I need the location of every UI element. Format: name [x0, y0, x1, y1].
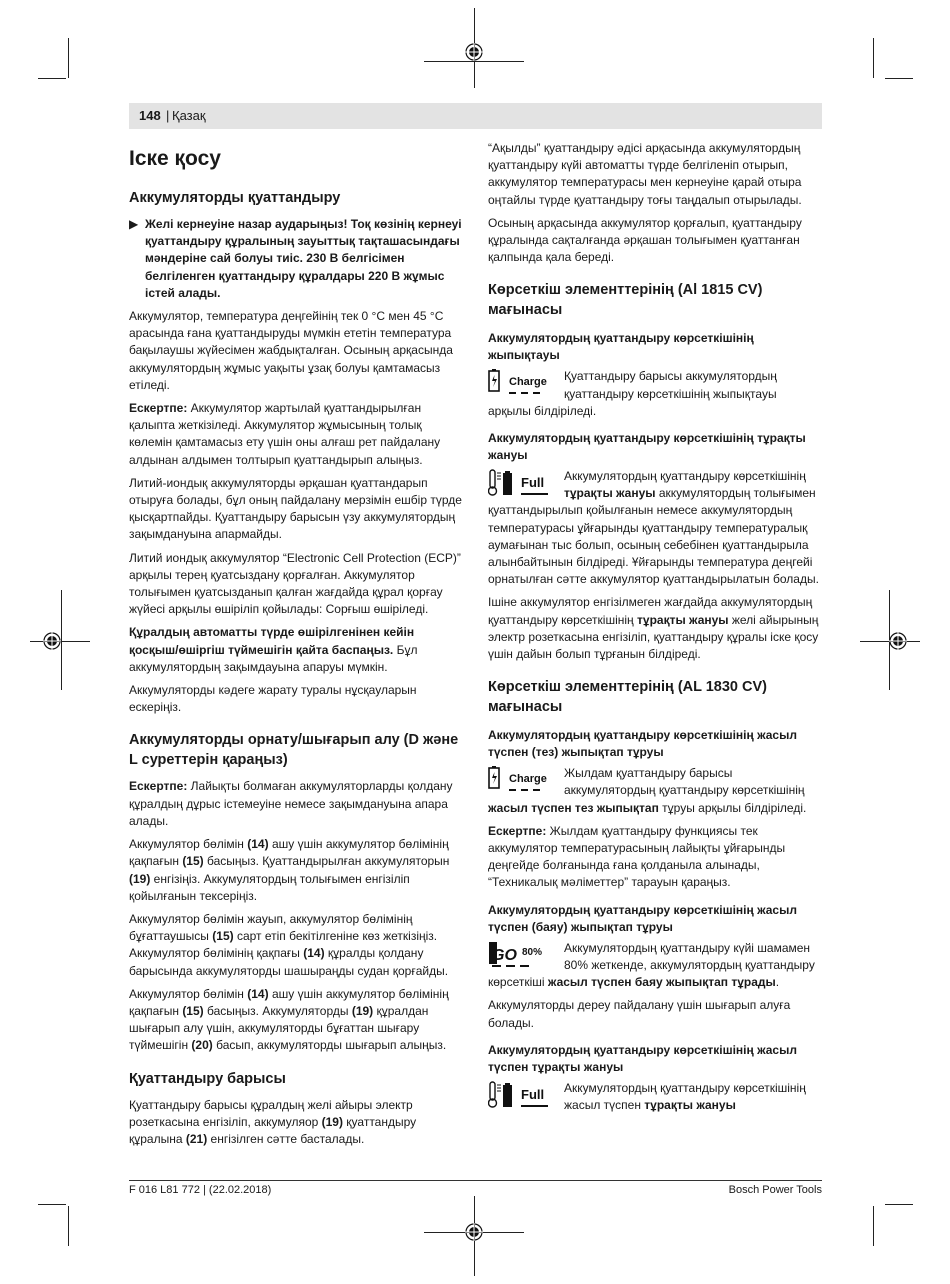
bold-text: жасыл түспен баяу жыпықтап тұрады	[547, 975, 776, 990]
warning-text: Желі кернеуіне назар аударыңыз! Тоқ көзінің кернеуі қуаттандыру құралының зауыттық тақташасындағы мәндеріне сай болуы тиіс. 230 В белгісімен белгіленген қуаттандыру құралдары 220 В жұмыс істей алады.	[145, 217, 462, 300]
subsection-heading: Аккумулятордың қуаттандыру көрсеткішінің жыпықтауы	[488, 331, 754, 363]
indicator-paragraph: Full Аккумулятордың қуаттандыру көрсеткішінің тұрақты жануы аккумулятордың толығымен қуаттандырылып қойылғанын немесе аккумулятордың температурасы ұйғарынды қуаттандыру температуралық аумағынан тыс болып, осының себебінен қуаттандырыла алынбайтынын білдіреді. Ұйғарынды температура деңгейі орнатылған сәтте аккумулятор қуаттандырылатын болады.	[488, 469, 819, 587]
crop-mark	[61, 590, 62, 690]
subsection-heading: Аккумулятордың қуаттандыру көрсеткішінің жасыл түспен (баяу) жыпықтап тұруы	[488, 902, 797, 934]
note-text: Лайықты болмаған аккумуляторларды қолдану құралдың дұрыс істемеуіне немесе зақымдануына апара алады.	[129, 779, 453, 828]
text: Қуаттандыру барысы аккумулятордың қуаттандыру көрсеткішінің жыпықтауы арқылы білдіріледі.	[488, 369, 777, 418]
indicator-paragraph: Full Аккумулятордың қуаттандыру көрсеткішінің жасыл түспен тұрақты жануы	[488, 1080, 822, 1114]
paragraph: Литий иондық аккумулятор “Electronic Cell Protection (ECP)” арқылы терең қуатсыздану қорғалған. Аккумулятор толығымен қуатсызданып қалған жағдайда құрал қорғау жүйесі арқылы өшіріліп қойылады: Сорғыш өшіріледі.	[129, 550, 461, 617]
bold-text: Құралдың автоматты түрде өшірілгенінен кейін қосқыш/өшіргіш түймешігін қайта баспаңыз.	[129, 625, 415, 657]
crop-mark	[885, 78, 913, 79]
paragraph: Аккумулятор бөлімін жауып, аккумулятор бөлімінің бұғаттаушысы (15) сарт етіп бекітілгеніне көз жеткізіңіз. Аккумулятор бөлімінің қақпағы (14) құралды қолдану барысында аккумуляторды шашыраңды судан қорғайды.	[129, 911, 449, 978]
right-column	[488, 140, 822, 1120]
paragraph: Осының арқасында аккумулятор қорғалып, қуаттандыру құралында сақталғанда әрқашан толығымен қуаттанған қалпында қала береді.	[488, 215, 802, 265]
paragraph	[129, 778, 463, 830]
paragraph: Аккумулятор бөлімін (14) ашу үшін аккумулятор бөлімінің қақпағын (15) басыңыз. Қуаттандырылған аккумуляторын (19) енгізіңіз. Аккумулятордың толығымен енгізіліп қойылғанын тексеріңіз.	[129, 837, 450, 903]
subsection-heading: Аккумулятордың қуаттандыру көрсеткішінің тұрақты жануы	[488, 431, 806, 463]
registration-mark-icon	[465, 43, 483, 61]
go-80-indicator-icon	[488, 940, 558, 970]
percent-label: 80%	[522, 946, 543, 958]
note-text: Аккумулятор жартылай қуаттандырылған қалыпта жеткізіледі. Аккумулятор жұмысының толық көлемін қамтамасыз ету үшін оны алғаш рет пайдалану алдынан алдымен толтырып қуаттандырып алыңыз.	[129, 401, 441, 467]
bold-text: тұрақты жануы	[644, 1097, 736, 1112]
note-label: Ескертпе:	[129, 401, 188, 416]
charge-indicator-icon	[488, 765, 558, 795]
ref-number: (20)	[191, 1038, 213, 1053]
paragraph	[129, 400, 463, 469]
left-column	[129, 140, 463, 1154]
paragraph: Литий-иондық аккумуляторды әрқашан қуаттандарып отыруға болады, бұл оның пайдалану мерзімін ешбір түрде қысқартпайды. Қуаттандыру барысын үзу аккумулятордың зақымдануына апармайды.	[129, 475, 462, 542]
crop-mark	[38, 78, 66, 79]
charge-indicator-icon	[488, 368, 558, 398]
document-code: F 016 L81 772 | (22.02.2018)	[129, 1184, 272, 1196]
paragraph: Қуаттандыру барысы құралдың желі айыры электр розеткасына енгізіліп, аккумуляор (19) қуаттандыру құралына (21) енгізілген сәтте басталады.	[129, 1097, 417, 1146]
section-heading: Көрсеткіш элементтерінің (AL 1830 CV) мағынасы	[488, 679, 767, 716]
crop-mark	[38, 1204, 66, 1205]
section-heading: Аккумуляторды орнату/шығарып алу (D және L суреттерін қараңыз)	[129, 732, 459, 769]
ref-number: (14)	[303, 946, 325, 961]
ref-number: (15)	[182, 1003, 204, 1018]
section-heading: Көрсеткіш элементтерінің (Al 1815 CV) мағынасы	[488, 282, 763, 319]
ref-number: (19)	[351, 1003, 374, 1018]
indicator-paragraph: GO 80% Аккумулятордың қуаттандыру күйі шамамен 80% жеткенде, аккумулятордың қуаттандыру көрсеткіші жасыл түспен баяу жыпықтап тұрады.	[488, 940, 815, 990]
crop-mark	[885, 1204, 913, 1205]
paragraph	[129, 624, 463, 676]
ref-number: (21)	[185, 1131, 208, 1146]
ref-number: (14)	[247, 986, 269, 1001]
go-label: GO	[492, 946, 517, 964]
text: Бұл аккумулятордың зақымдауына апаруы мүмкін.	[129, 642, 418, 674]
full-indicator-icon	[488, 1080, 558, 1110]
bullet-arrow-icon: ▶	[129, 217, 139, 231]
charge-label: Charge	[509, 773, 547, 786]
full-label: Full	[521, 475, 545, 491]
note-label: Ескертпе:	[488, 823, 547, 838]
page-number: 148	[139, 108, 161, 123]
paragraph: Аккумуляторды кәдеге жарату туралы нұсқауларын ескеріңіз.	[129, 683, 417, 715]
page-title: Іске қосу	[129, 147, 221, 170]
indicator-paragraph: Charge Жылдам қуаттандыру барысы аккумулятордың қуаттандыру көрсеткішінің жасыл түспен тез жыпықтап тұруы арқылы білдіріледі.	[488, 766, 807, 815]
section-heading: Қуаттандыру барысы	[129, 1070, 286, 1087]
page-header	[129, 103, 822, 129]
subsection-heading: Аккумулятордың қуаттандыру көрсеткішінің жасыл түспен (тез) жыпықтап тұруы	[488, 728, 797, 760]
registration-mark-icon	[889, 632, 907, 650]
note-text: Жылдам қуаттандыру функциясы тек аккумулятор температурасының лайықты ұйғарынды деңгейде болғанында ғана қолданыла алынады, “Техникалық мәліметтер” тарауын қараңыз.	[488, 823, 786, 890]
ref-number: (15)	[212, 929, 234, 944]
bold-text: жасыл түспен тез жыпықтап	[488, 800, 659, 815]
registration-mark-icon	[465, 1223, 483, 1241]
paragraph: Аккумулятор бөлімін (14) ашу үшін аккумулятор бөлімінің қақпағын (15) басыңыз. Аккумуляторды (19) құралдан шығарып алу үшін, аккумуляторды бұғаттан шығару түймешігін (20) басып, аккумуляторды шығарып алыңыз.	[129, 986, 449, 1053]
brand-name: Bosch Power Tools	[728, 1184, 822, 1196]
registration-mark-icon	[43, 632, 61, 650]
header-separator: |	[166, 108, 170, 123]
crop-mark	[68, 38, 69, 78]
note-label: Ескертпе:	[129, 779, 188, 794]
ref-number: (14)	[247, 837, 269, 852]
crop-mark	[424, 61, 524, 62]
ref-number: (19)	[321, 1114, 343, 1129]
paragraph: Аккумулятор, температура деңгейінің тек 0 °C мен 45 °C арасында ғана қуаттандыруды мүмкін ететін температура бақылаушы жүйесімен жабдықталған. Осының арқасында аккумулятордың жұмыс уақыты ұзақ болуы қамтамасыз етіледі.	[129, 309, 453, 392]
crop-mark	[873, 38, 874, 78]
bold-text: тұрақты жануы	[637, 612, 729, 627]
crop-mark	[873, 1206, 874, 1246]
warning-paragraph	[129, 216, 463, 302]
crop-mark	[68, 1206, 69, 1246]
bold-text: тұрақты жануы	[564, 486, 656, 501]
full-label: Full	[521, 1086, 545, 1102]
full-indicator-icon	[488, 468, 558, 498]
ref-number: (15)	[182, 854, 204, 869]
indicator-paragraph	[488, 368, 822, 420]
language-label: Қазақ	[172, 108, 206, 123]
subsection-heading: Аккумулятордың қуаттандыру көрсеткішінің жасыл түспен тұрақты жануы	[488, 1042, 797, 1074]
footer-divider	[129, 1180, 822, 1181]
section-heading: Аккумуляторды қуаттандыру	[129, 190, 341, 206]
paragraph: Аккумуляторды дереу пайдалану үшін шығарып алуға болады.	[488, 998, 791, 1030]
paragraph: “Ақылды” қуаттандыру әдісі арқасында аккумулятордың қуаттандыру күйі автоматты түрде белгіленіп отырып, аккумулятор температурасы мен кернеуіне қарай отыра оңтайлы түрде қуаттандыру тоғы таңдалып отырылады.	[488, 141, 802, 207]
charge-label: Charge	[509, 376, 547, 389]
paragraph: Ішіне аккумулятор енгізілмеген жағдайда аккумулятордың қуаттандыру көрсеткішінің тұрақты жануы желі айырының электр розеткасына енгізіліп, қуаттандыру құралы іске қосу үшін дайын болып тұрғанын білдіреді.	[488, 595, 819, 662]
paragraph	[488, 823, 822, 892]
ref-number: (19)	[129, 871, 151, 886]
